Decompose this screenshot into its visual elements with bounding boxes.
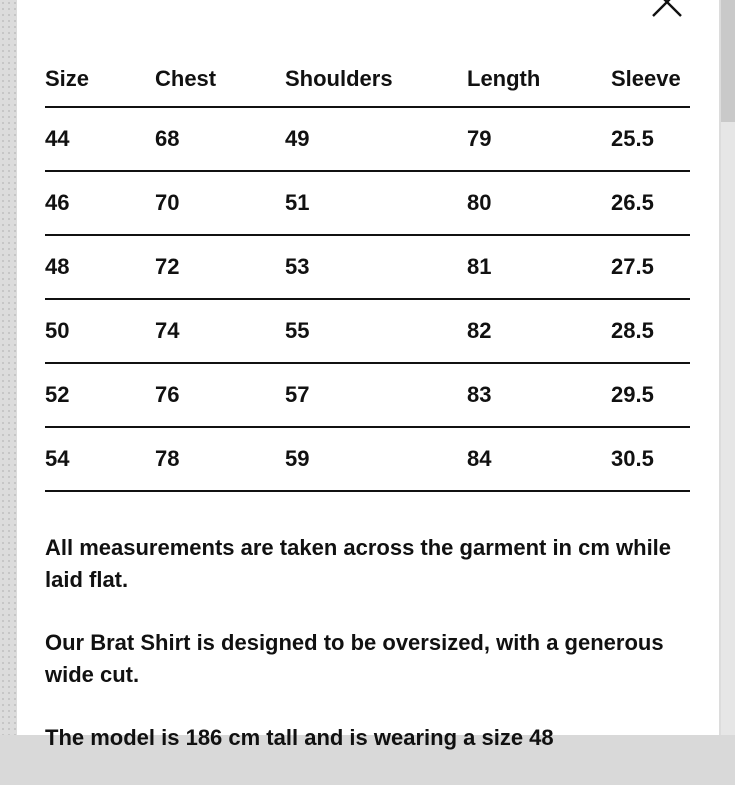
- cell-chest: 68: [155, 107, 285, 171]
- cell-length: 82: [467, 299, 611, 363]
- cell-size: 52: [45, 363, 155, 427]
- cell-shoulders: 49: [285, 107, 467, 171]
- cell-shoulders: 55: [285, 299, 467, 363]
- measurement-note: All measurements are taken across the garment in cm while laid flat.: [45, 535, 672, 592]
- header-size: Size: [45, 52, 155, 107]
- cell-size: 48: [45, 235, 155, 299]
- cell-length: 84: [467, 427, 611, 491]
- cell-chest: 78: [155, 427, 285, 491]
- cell-size: 54: [45, 427, 155, 491]
- cell-length: 80: [467, 171, 611, 235]
- table-header-row: [45, 52, 690, 107]
- table-row: [45, 235, 690, 299]
- table-row: [45, 171, 690, 235]
- header-sleeve: Sleeve: [611, 52, 690, 107]
- cell-length: 81: [467, 235, 611, 299]
- size-chart-table: [45, 52, 690, 492]
- close-button[interactable]: [649, 0, 685, 20]
- size-guide-modal: [17, 0, 719, 750]
- cell-chest: 72: [155, 235, 285, 299]
- cell-shoulders: 59: [285, 427, 467, 491]
- table-row: [45, 107, 690, 171]
- cell-sleeve: 26.5: [611, 171, 690, 235]
- cell-chest: 70: [155, 171, 285, 235]
- table-row: [45, 363, 690, 427]
- size-notes: [45, 532, 695, 785]
- cell-length: 83: [467, 363, 611, 427]
- cell-sleeve: 25.5: [611, 107, 690, 171]
- cell-shoulders: 51: [285, 171, 467, 235]
- cell-length: 79: [467, 107, 611, 171]
- scrollbar-thumb[interactable]: [721, 0, 735, 122]
- cell-sleeve: 28.5: [611, 299, 690, 363]
- cell-sleeve: 30.5: [611, 427, 690, 491]
- cell-shoulders: 53: [285, 235, 467, 299]
- cell-sleeve: 29.5: [611, 363, 690, 427]
- header-chest: Chest: [155, 52, 285, 107]
- header-shoulders: Shoulders: [285, 52, 467, 107]
- cell-shoulders: 57: [285, 363, 467, 427]
- scrollbar-track[interactable]: [721, 0, 735, 735]
- table-row: [45, 427, 690, 491]
- cell-chest: 76: [155, 363, 285, 427]
- cell-size: 44: [45, 107, 155, 171]
- model-note: The model is 186 cm tall and is wearing a size 48: [45, 725, 554, 750]
- close-icon: [649, 0, 685, 20]
- table-row: [45, 299, 690, 363]
- cell-chest: 74: [155, 299, 285, 363]
- fit-note: Our Brat Shirt is designed to be oversized, with a generous wide cut.: [45, 630, 664, 687]
- cell-sleeve: 27.5: [611, 235, 690, 299]
- cell-size: 46: [45, 171, 155, 235]
- header-length: Length: [467, 52, 611, 107]
- cell-size: 50: [45, 299, 155, 363]
